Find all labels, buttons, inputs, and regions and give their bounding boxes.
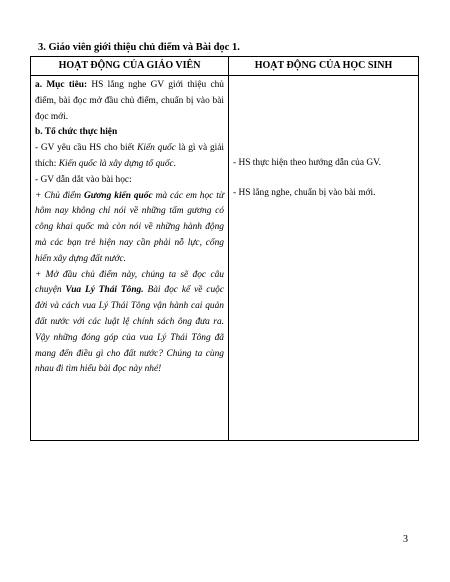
step-2: - GV dẫn dắt vào bài học:	[35, 174, 132, 185]
intro-paragraph-1	[35, 189, 224, 268]
para-2-text-a: + Mở đầu chủ điểm này, chúng ta sẽ đọc câu chuyện	[35, 269, 224, 296]
spacer	[233, 172, 414, 186]
section-heading: 3. Giáo viên giới thiệu chủ điểm và Bài đọc 1.	[38, 42, 240, 53]
step-1	[35, 141, 224, 173]
goal-text: HS lắng nghe GV giới thiệu chủ điểm, bài đọc mở đầu chủ điểm, chuẩn bị vào bài đọc mới.	[35, 80, 224, 122]
intro-paragraph-2	[35, 268, 224, 379]
para-1-text-b: mà các em học từ hôm nay không chỉ nói về những tấm gương có công khai quốc mà còn nói về những hành động mà các bạn trẻ hiện nay cần phải nỗ lực, cống hiến xây dựng đất nước.	[35, 190, 224, 264]
step-1-text-b: là gì và giải thích:	[35, 143, 224, 169]
para-2-title: Vua Lý Thái Tông.	[65, 285, 144, 296]
spacer	[233, 78, 414, 156]
table-row	[31, 76, 419, 441]
activity-table	[30, 56, 419, 441]
steps-label: b. Tổ chức thực hiện	[35, 127, 118, 138]
step-1-text-a: - GV yêu cầu HS cho biết	[35, 143, 138, 154]
student-activity-cell	[229, 76, 419, 441]
page-number: 3	[403, 534, 408, 545]
teacher-column-header: HOẠT ĐỘNG CỦA GIÁO VIÊN	[31, 57, 229, 76]
student-item-1: - HS thực hiện theo hướng dẫn của GV.	[233, 158, 381, 168]
step-1-explanation: Kiến quốc là xây dựng tổ quốc.	[58, 158, 177, 169]
student-item-2: - HS lắng nghe, chuẩn bị vào bài mới.	[233, 187, 376, 198]
teacher-activity-cell	[31, 76, 229, 441]
para-1-text-a: + Chủ điểm	[35, 190, 84, 201]
student-column-header: HOẠT ĐỘNG CỦA HỌC SINH	[229, 57, 419, 76]
table-header-row	[31, 57, 419, 76]
goal-label: a. Mục tiêu:	[35, 80, 88, 90]
goal-paragraph	[35, 78, 224, 125]
para-1-title: Gương kiến quốc	[84, 190, 153, 201]
para-2-text-b: Bài đọc kể về cuộc đời và cách vua Lý Thái Tông vận hành cai quản đất nước với các luật lệ chính sách ông đưa ra. Vậy những đóng góp của vua Lý Thái Tông đã mang đến điều gì cho đất nước? Chúng ta cùng nhau đi tìm hiểu bài đọc này nhé!	[35, 285, 224, 375]
step-1-term: Kiến quốc	[137, 143, 176, 154]
